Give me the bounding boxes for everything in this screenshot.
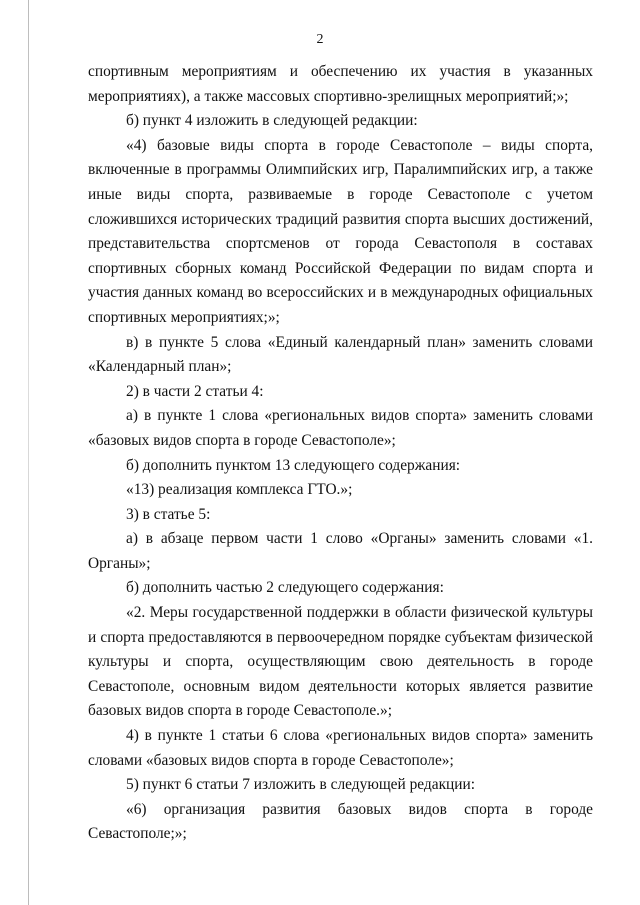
document-body [88, 60, 593, 847]
paragraph-item-b-part-2: б) дополнить частью 2 следующего содержания: [126, 579, 444, 597]
paragraph-article-5: 3) в статье 5: [126, 505, 211, 523]
paragraph-item-a-organs: а) в абзаце первом части 1 слово «Органы» заменить словами «1. Органы»; [88, 530, 593, 572]
paragraph-continuation: спортивным мероприятиям и обеспечению их участия в указанных мероприятиях), а также массовых спортивно-зрелищных мероприятий;»; [88, 63, 593, 105]
page-number: 2 [316, 32, 324, 47]
paragraph-item-b-point-13: б) дополнить пунктом 13 следующего содержания: [126, 456, 461, 474]
paragraph-item-b-point-4: б) пункт 4 изложить в следующей редакции: [126, 112, 418, 130]
paragraph-article-6: 4) в пункте 1 статьи 6 слова «региональных видов спорта» заменить словами «базовых видов спорта в городе Севастополе»; [88, 727, 593, 769]
scan-edge-line [28, 0, 29, 905]
paragraph-part-2-article-4: 2) в части 2 статьи 4: [126, 382, 264, 400]
paragraph-article-7: 5) пункт 6 статьи 7 изложить в следующей редакции: [126, 776, 476, 794]
paragraph-definition-base-sports: «4) базовые виды спорта в городе Севастополе – виды спорта, включенные в программы Олимпийских игр, Паралимпийских игр, а также иные виды спорта, развиваемые в городе Севастополе с учетом сложившихся исторических традиций развития спорта высших достижений, представительства спортсменов от города Севастополя в составах спортивных сборных команд Российской Федерации по видам спорта и участия данных команд во всероссийских и в международных официальных спортивных мероприятиях;»; [88, 136, 593, 326]
paragraph-point-13-gto: «13) реализация комплекса ГТО.»; [126, 481, 353, 499]
paragraph-item-v-point-5: в) в пункте 5 слова «Единый календарный план» заменить словами «Календарный план»; [88, 333, 593, 376]
paragraph-state-support: «2. Меры государственной поддержки в области физической культуры и спорта предоставляются в первоочередном порядке субъектам физической культуры и спорта, осуществляющим свою деятельность в городе Севастополе, основным видом деятельности которых является развитие базовых видов спорта в городе Севастополе.»; [88, 604, 593, 720]
paragraph-item-a-point-1: а) в пункте 1 слова «региональных видов спорта» заменить словами «базовых видов спорта в городе Севастополе»; [88, 407, 593, 449]
paragraph-point-6-organization: «6) организация развития базовых видов спорта в городе Севастополе;»; [88, 800, 593, 843]
